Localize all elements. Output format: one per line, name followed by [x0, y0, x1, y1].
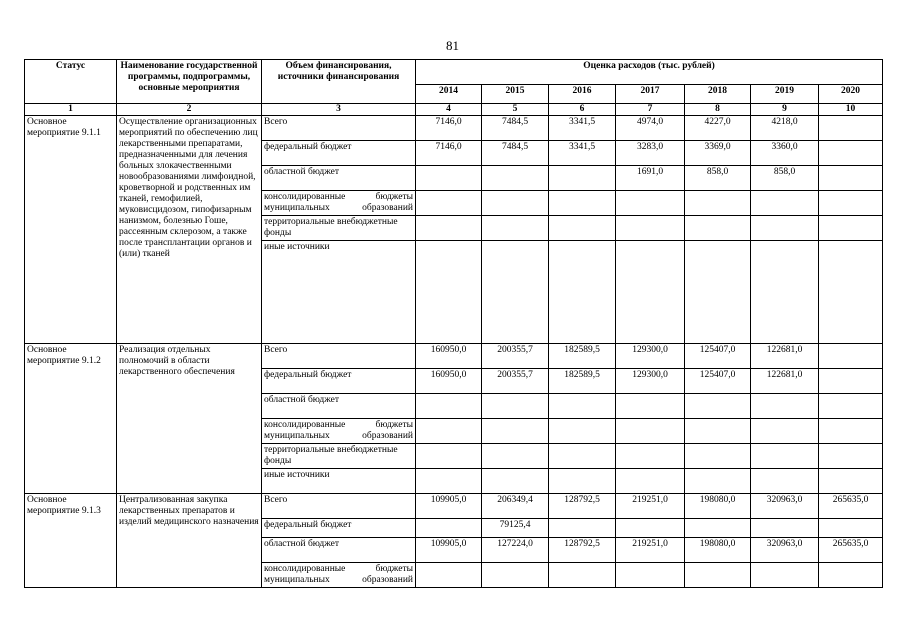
- expense-value: 219251,0: [616, 494, 685, 519]
- measure-name: Централизованная закупка лекарственных препаратов и изделий медицинского назначения: [117, 494, 262, 588]
- expense-value: [751, 519, 819, 538]
- expense-value: [616, 241, 685, 344]
- expense-value: [751, 419, 819, 444]
- expense-value: 265635,0: [819, 538, 883, 563]
- funding-source: консолидированные бюджеты муниципальных образований: [262, 563, 416, 588]
- expense-value: [616, 216, 685, 241]
- header-year: 2014: [416, 85, 482, 104]
- expense-value: [819, 369, 883, 394]
- funding-source: территориальные внебюджетные фонды: [262, 444, 416, 469]
- expense-value: [482, 216, 549, 241]
- expense-value: 3341,5: [549, 141, 616, 166]
- expense-value: [819, 469, 883, 494]
- expense-value: [685, 469, 751, 494]
- expense-value: [616, 394, 685, 419]
- col-number: 4: [416, 104, 482, 116]
- header-year: 2016: [549, 85, 616, 104]
- expense-value: [549, 444, 616, 469]
- expense-value: [819, 241, 883, 344]
- expense-value: 79125,4: [482, 519, 549, 538]
- col-number: 1: [25, 104, 117, 116]
- expense-value: [416, 241, 482, 344]
- expense-value: [685, 191, 751, 216]
- expense-value: 200355,7: [482, 369, 549, 394]
- expense-value: [616, 519, 685, 538]
- expense-value: [482, 419, 549, 444]
- expense-value: 198080,0: [685, 538, 751, 563]
- table-row: [25, 344, 883, 369]
- expense-value: 1691,0: [616, 166, 685, 191]
- table-body: [25, 116, 883, 588]
- funding-source: областной бюджет: [262, 166, 416, 191]
- expense-value: 7146,0: [416, 141, 482, 166]
- expense-value: [751, 191, 819, 216]
- expense-value: 265635,0: [819, 494, 883, 519]
- expense-value: [685, 419, 751, 444]
- funding-source: иные источники: [262, 469, 416, 494]
- expense-value: [819, 191, 883, 216]
- expense-value: [416, 563, 482, 588]
- expense-value: 198080,0: [685, 494, 751, 519]
- expense-value: [549, 191, 616, 216]
- expense-value: 182589,5: [549, 369, 616, 394]
- expense-value: 129300,0: [616, 344, 685, 369]
- header-year: 2019: [751, 85, 819, 104]
- expense-value: [549, 563, 616, 588]
- measure-status: Основное мероприятие 9.1.2: [25, 344, 117, 494]
- funding-source: Всего: [262, 344, 416, 369]
- table-row: [25, 494, 883, 519]
- expense-value: [819, 419, 883, 444]
- expense-value: 206349,4: [482, 494, 549, 519]
- measure-name: Реализация отдельных полномочий в области лекарственного обеспечения: [117, 344, 262, 494]
- funding-source: консолидированные бюджеты муниципальных образований: [262, 419, 416, 444]
- expense-value: [616, 419, 685, 444]
- expense-value: 125407,0: [685, 369, 751, 394]
- expense-value: [751, 241, 819, 344]
- expense-value: 3341,5: [549, 116, 616, 141]
- funding-source: федеральный бюджет: [262, 141, 416, 166]
- col-number: 6: [549, 104, 616, 116]
- header-year: 2020: [819, 85, 883, 104]
- expense-value: [819, 394, 883, 419]
- funding-source: консолидированные бюджеты муниципальных образований: [262, 191, 416, 216]
- expense-value: [751, 444, 819, 469]
- expense-value: 127224,0: [482, 538, 549, 563]
- header-row-col-numbers: [25, 104, 883, 116]
- expense-value: [819, 116, 883, 141]
- expense-value: [482, 241, 549, 344]
- expense-value: 128792,5: [549, 494, 616, 519]
- funding-source: областной бюджет: [262, 538, 416, 563]
- col-number: 8: [685, 104, 751, 116]
- expense-value: [482, 444, 549, 469]
- funding-source: Всего: [262, 116, 416, 141]
- expense-value: 122681,0: [751, 344, 819, 369]
- header-year: 2015: [482, 85, 549, 104]
- expense-value: [416, 216, 482, 241]
- measure-name: Осуществление организационных мероприятий по обеспечению лиц лекарственными препаратами, предназначенными для лечения больных злокачественными новообразованиями лимфоидной, кроветворной и родственных им тканей, гемофилией, муковисцидозом, гипофизарным нанизмом, болезнью Гоше, рассеянным склерозом, а также после трансплантации органов и (или) тканей: [117, 116, 262, 344]
- expense-value: 4218,0: [751, 116, 819, 141]
- expense-value: [819, 166, 883, 191]
- expense-value: 129300,0: [616, 369, 685, 394]
- expense-value: [685, 394, 751, 419]
- expense-value: 320963,0: [751, 538, 819, 563]
- expense-value: 7484,5: [482, 141, 549, 166]
- expense-value: [416, 419, 482, 444]
- expense-value: 125407,0: [685, 344, 751, 369]
- expense-value: [549, 241, 616, 344]
- header-year: 2017: [616, 85, 685, 104]
- header-name: Наименование государственной программы, подпрограммы, основные мероприятия: [117, 60, 262, 104]
- expense-value: [819, 141, 883, 166]
- expense-value: [819, 444, 883, 469]
- expense-value: [616, 191, 685, 216]
- expense-value: [751, 216, 819, 241]
- expense-value: [416, 519, 482, 538]
- expense-value: 128792,5: [549, 538, 616, 563]
- header-status: Статус: [25, 60, 117, 104]
- expense-value: 160950,0: [416, 344, 482, 369]
- funding-source: областной бюджет: [262, 394, 416, 419]
- funding-source: Всего: [262, 494, 416, 519]
- expense-value: [685, 519, 751, 538]
- expense-value: [751, 394, 819, 419]
- expense-value: [819, 216, 883, 241]
- expense-value: [482, 394, 549, 419]
- expense-value: [549, 166, 616, 191]
- expense-value: [616, 563, 685, 588]
- expense-value: [685, 216, 751, 241]
- expense-value: [482, 166, 549, 191]
- expense-value: [416, 191, 482, 216]
- budget-table: [24, 59, 883, 588]
- expense-value: [549, 469, 616, 494]
- expense-value: [549, 394, 616, 419]
- expense-value: [482, 469, 549, 494]
- expense-value: 122681,0: [751, 369, 819, 394]
- expense-value: 160950,0: [416, 369, 482, 394]
- expense-value: 182589,5: [549, 344, 616, 369]
- table-row: [25, 116, 883, 141]
- expense-value: [751, 563, 819, 588]
- expense-value: 320963,0: [751, 494, 819, 519]
- expense-value: [416, 166, 482, 191]
- measure-status: Основное мероприятие 9.1.1: [25, 116, 117, 344]
- header-year: 2018: [685, 85, 751, 104]
- expense-value: [616, 469, 685, 494]
- expense-value: 109905,0: [416, 538, 482, 563]
- funding-source: федеральный бюджет: [262, 369, 416, 394]
- page-number: 81: [446, 38, 459, 53]
- col-number: 3: [262, 104, 416, 116]
- expense-value: [751, 469, 819, 494]
- expense-value: [685, 444, 751, 469]
- funding-source: территориальные внебюджетные фонды: [262, 216, 416, 241]
- expense-value: [416, 469, 482, 494]
- expense-value: 3360,0: [751, 141, 819, 166]
- expense-value: [416, 444, 482, 469]
- expense-value: [819, 344, 883, 369]
- expense-value: [616, 444, 685, 469]
- expense-value: [549, 216, 616, 241]
- header-expenses: Оценка расходов (тыс. рублей): [416, 60, 883, 85]
- expense-value: 109905,0: [416, 494, 482, 519]
- measure-status: Основное мероприятие 9.1.3: [25, 494, 117, 588]
- col-number: 10: [819, 104, 883, 116]
- col-number: 2: [117, 104, 262, 116]
- col-number: 5: [482, 104, 549, 116]
- expense-value: [416, 394, 482, 419]
- expense-value: [549, 419, 616, 444]
- expense-value: [685, 241, 751, 344]
- header-financing: Объем финансирования, источники финансирования: [262, 60, 416, 104]
- funding-source: иные источники: [262, 241, 416, 344]
- expense-value: 3283,0: [616, 141, 685, 166]
- expense-value: 4974,0: [616, 116, 685, 141]
- expense-value: [685, 563, 751, 588]
- expense-value: [482, 563, 549, 588]
- funding-source: федеральный бюджет: [262, 519, 416, 538]
- expense-value: 200355,7: [482, 344, 549, 369]
- expense-value: 7146,0: [416, 116, 482, 141]
- expense-value: 858,0: [685, 166, 751, 191]
- expense-value: 3369,0: [685, 141, 751, 166]
- expense-value: 7484,5: [482, 116, 549, 141]
- header-row-titles: [25, 60, 883, 85]
- expense-value: [819, 563, 883, 588]
- expense-value: 858,0: [751, 166, 819, 191]
- expense-value: 4227,0: [685, 116, 751, 141]
- col-number: 7: [616, 104, 685, 116]
- expense-value: [819, 519, 883, 538]
- expense-value: [549, 519, 616, 538]
- expense-value: [482, 191, 549, 216]
- expense-value: 219251,0: [616, 538, 685, 563]
- col-number: 9: [751, 104, 819, 116]
